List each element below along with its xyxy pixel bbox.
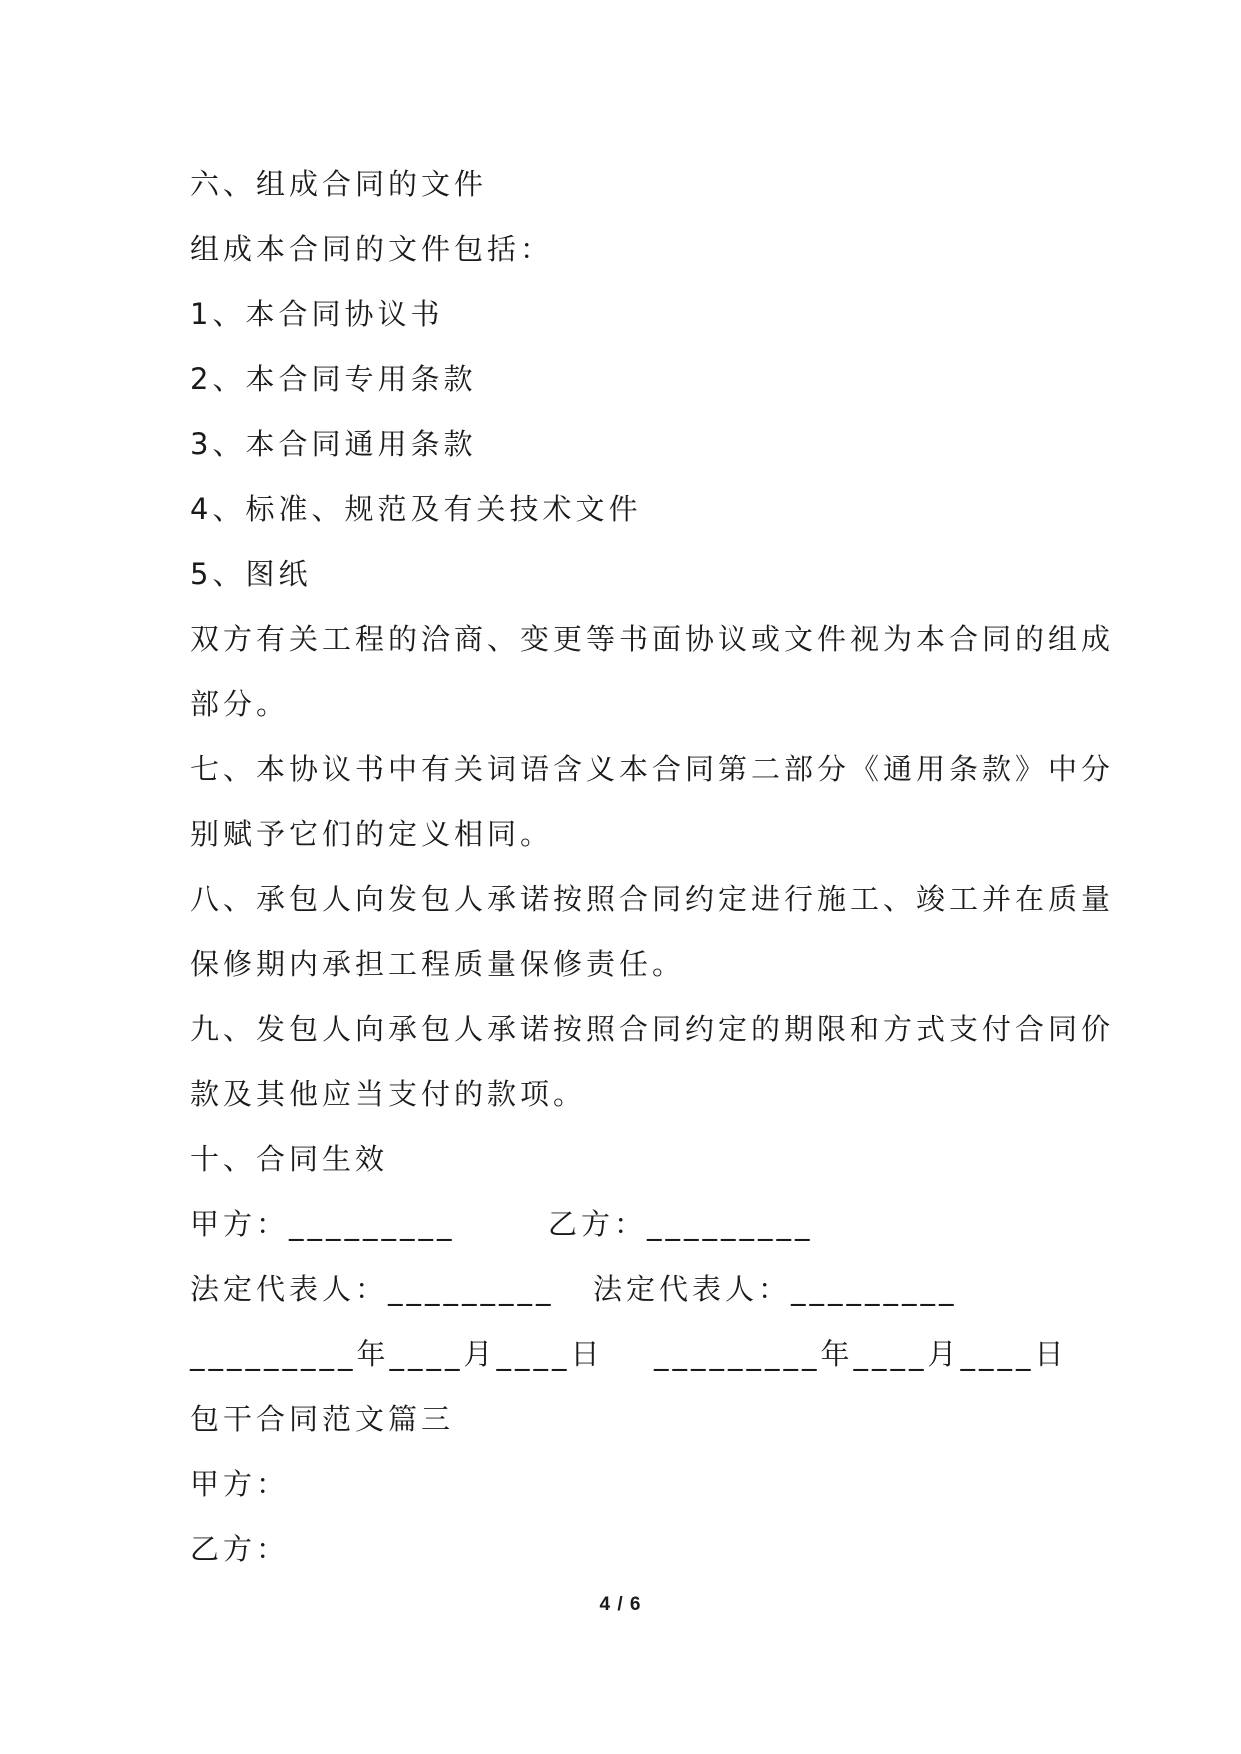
section-heading-nine: 九、发包人向承包人承诺按照合同约定的期限和方式支付合同价 (190, 1012, 1115, 1046)
list-item: 5、图纸 (190, 557, 312, 591)
page-number: 4 / 6 (599, 1594, 642, 1615)
legal-rep-a-field: 法定代表人：_________ (190, 1272, 555, 1306)
body-line: 组成本合同的文件包括： (190, 232, 554, 266)
legal-rep-b-field: 法定代表人：_________ (593, 1272, 958, 1306)
list-item: 1、本合同协议书 (190, 297, 444, 331)
date-b-field: _________年____月____日 (654, 1337, 1068, 1371)
party-a-field: 甲方：_________ (190, 1207, 456, 1241)
section-heading-eight: 八、承包人向发包人承诺按照合同约定进行施工、竣工并在质量 (190, 882, 1115, 916)
list-item: 3、本合同通用条款 (190, 427, 477, 461)
section-title: 包干合同范文篇三 (190, 1402, 455, 1436)
party-a-label: 甲方： (190, 1467, 290, 1501)
list-item: 2、本合同专用条款 (190, 362, 477, 396)
body-line: 部分。 (190, 687, 290, 721)
body-line: 款及其他应当支付的款项。 (190, 1077, 587, 1111)
date-a-field: _________年____月____日 (190, 1337, 604, 1371)
party-b-field: 乙方：_________ (548, 1207, 814, 1241)
section-heading-six: 六、组成合同的文件 (190, 167, 488, 201)
section-heading-ten: 十、合同生效 (190, 1142, 389, 1176)
party-b-label: 乙方： (190, 1532, 290, 1566)
body-line: 别赋予它们的定义相同。 (190, 817, 554, 851)
body-line: 保修期内承担工程质量保修责任。 (190, 947, 686, 981)
section-heading-seven: 七、本协议书中有关词语含义本合同第二部分《通用条款》中分 (190, 752, 1115, 786)
body-line: 双方有关工程的洽商、变更等书面协议或文件视为本合同的组成 (190, 622, 1115, 656)
list-item: 4、标准、规范及有关技术文件 (190, 492, 642, 526)
